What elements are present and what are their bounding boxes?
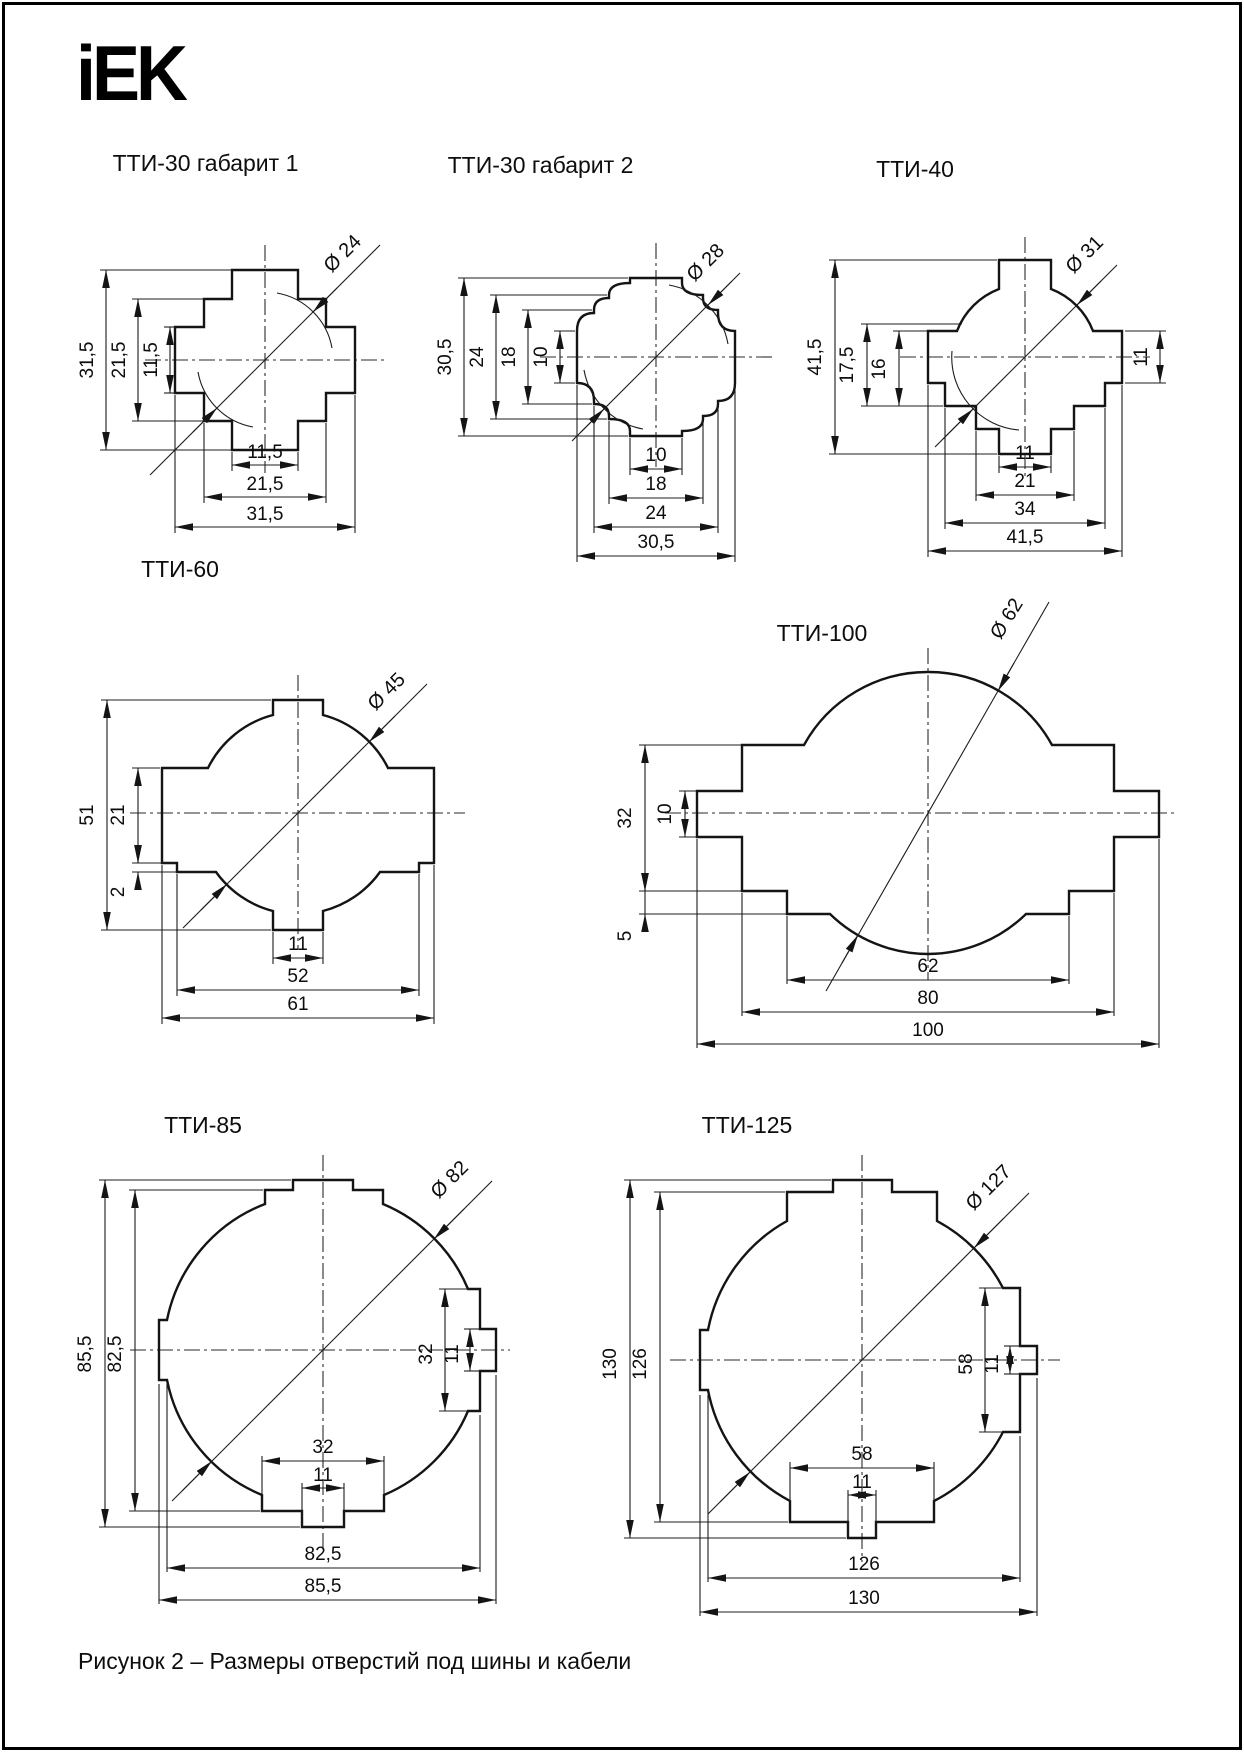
drawing-tti-60 — [75, 600, 460, 1030]
dimensions — [77, 270, 355, 527]
dim-label: 11 — [288, 934, 308, 955]
diameter-leader — [935, 232, 1117, 447]
dim-label: 51 — [77, 804, 98, 826]
dim-label: 82,5 — [304, 1544, 342, 1565]
dim-label: 11 — [1131, 347, 1152, 367]
dim-label: 2 — [108, 886, 129, 898]
dim-label: 85,5 — [75, 1335, 96, 1373]
diameter-label: Ø 62 — [986, 594, 1028, 644]
diameter-label: Ø 31 — [1061, 231, 1108, 278]
centerlines — [540, 243, 772, 467]
extension-lines — [101, 700, 434, 1024]
extension-lines — [99, 1180, 496, 1604]
drawing-tti-40 — [745, 195, 1175, 575]
cable-arc — [952, 351, 1019, 430]
drawing-tti-85 — [60, 1150, 520, 1640]
title-tti-40: ТТИ-40 — [876, 156, 954, 182]
dim-label: 11 — [1015, 443, 1035, 464]
dim-label: 10 — [645, 445, 667, 466]
dim-label: 30,5 — [435, 338, 456, 376]
dim-label: 21 — [1014, 471, 1036, 492]
dim-label: 61 — [287, 994, 309, 1015]
dim-label: 5 — [615, 930, 636, 942]
title-tti-60: ТТИ-60 — [141, 556, 219, 582]
dim-label: 11 — [442, 1344, 463, 1364]
dim-label: 21,5 — [109, 341, 130, 379]
dim-label: 10 — [531, 346, 552, 368]
dim-label: 126 — [848, 1554, 880, 1575]
title-tti-125: ТТИ-125 — [701, 1112, 793, 1138]
dimensions — [75, 1180, 496, 1600]
extension-lines — [458, 278, 735, 562]
dim-label: 58 — [956, 1353, 977, 1375]
dim-label: 24 — [467, 346, 488, 368]
dim-label: 18 — [645, 474, 667, 495]
dim-label: 130 — [600, 1348, 621, 1380]
dimensions — [77, 700, 434, 1018]
dim-label: 41,5 — [805, 338, 826, 376]
diameter-label: Ø 24 — [319, 230, 366, 277]
title-tti-30-1: ТТИ-30 габарит 1 — [112, 150, 299, 176]
dim-label: 58 — [851, 1444, 873, 1465]
dim-label: 80 — [917, 988, 939, 1009]
title-tti-100: ТТИ-100 — [776, 620, 868, 646]
dim-label: 85,5 — [304, 1576, 342, 1597]
extension-lines — [624, 1180, 1037, 1616]
figure-caption: Рисунок 2 – Размеры отверстий под шины и кабели — [78, 1648, 632, 1674]
dim-label: 32 — [615, 807, 636, 829]
iek-logo: iEK — [76, 30, 185, 118]
dim-label: 10 — [655, 803, 676, 825]
extension-lines — [829, 260, 1166, 557]
dim-label: 32 — [312, 1437, 334, 1458]
dim-label: 31,5 — [77, 341, 98, 379]
dim-label: 100 — [912, 1020, 944, 1041]
title-tti-85: ТТИ-85 — [164, 1112, 242, 1138]
diameter-label: Ø 82 — [426, 1156, 473, 1203]
dim-label: 24 — [645, 503, 667, 524]
dim-label: 21,5 — [246, 474, 284, 495]
dim-label: 62 — [917, 956, 939, 977]
diameter-label: Ø 28 — [682, 239, 729, 286]
diameter-label: Ø 45 — [363, 668, 410, 715]
dim-label: 17,5 — [837, 346, 858, 384]
dim-label: 11 — [852, 1472, 872, 1493]
dim-label: 21 — [108, 804, 129, 826]
drawing-tti-30-2 — [400, 195, 740, 580]
dim-label: 41,5 — [1006, 527, 1044, 548]
dim-label: 82,5 — [105, 1335, 126, 1373]
dim-label: 11,5 — [141, 342, 162, 378]
drawing-tti-30-1 — [60, 195, 390, 540]
dim-label: 52 — [287, 966, 309, 987]
dimensions — [805, 260, 1160, 551]
diameter-leader — [826, 595, 1049, 991]
dim-label: 18 — [499, 346, 520, 368]
title-tti-30-2: ТТИ-30 габарит 2 — [447, 152, 634, 178]
dim-label: 126 — [630, 1348, 651, 1380]
diameter-leader — [183, 669, 427, 928]
dim-label: 11 — [313, 1465, 333, 1486]
dimensions — [435, 278, 735, 556]
dim-label: 32 — [416, 1343, 437, 1365]
centerlines — [130, 675, 465, 950]
diameter-label: Ø 127 — [961, 1160, 1016, 1215]
dim-label: 16 — [869, 358, 890, 380]
dim-label: 30,5 — [637, 532, 675, 553]
dim-label: 34 — [1014, 499, 1036, 520]
dim-label: 11,5 — [247, 442, 283, 463]
dim-label: 31,5 — [246, 504, 284, 525]
centerlines — [145, 245, 385, 473]
dim-label: 130 — [848, 1588, 880, 1609]
drawing-tti-125 — [540, 1150, 1100, 1640]
dim-label: 11 — [982, 1354, 1003, 1374]
drawing-tti-100 — [560, 580, 1160, 1055]
